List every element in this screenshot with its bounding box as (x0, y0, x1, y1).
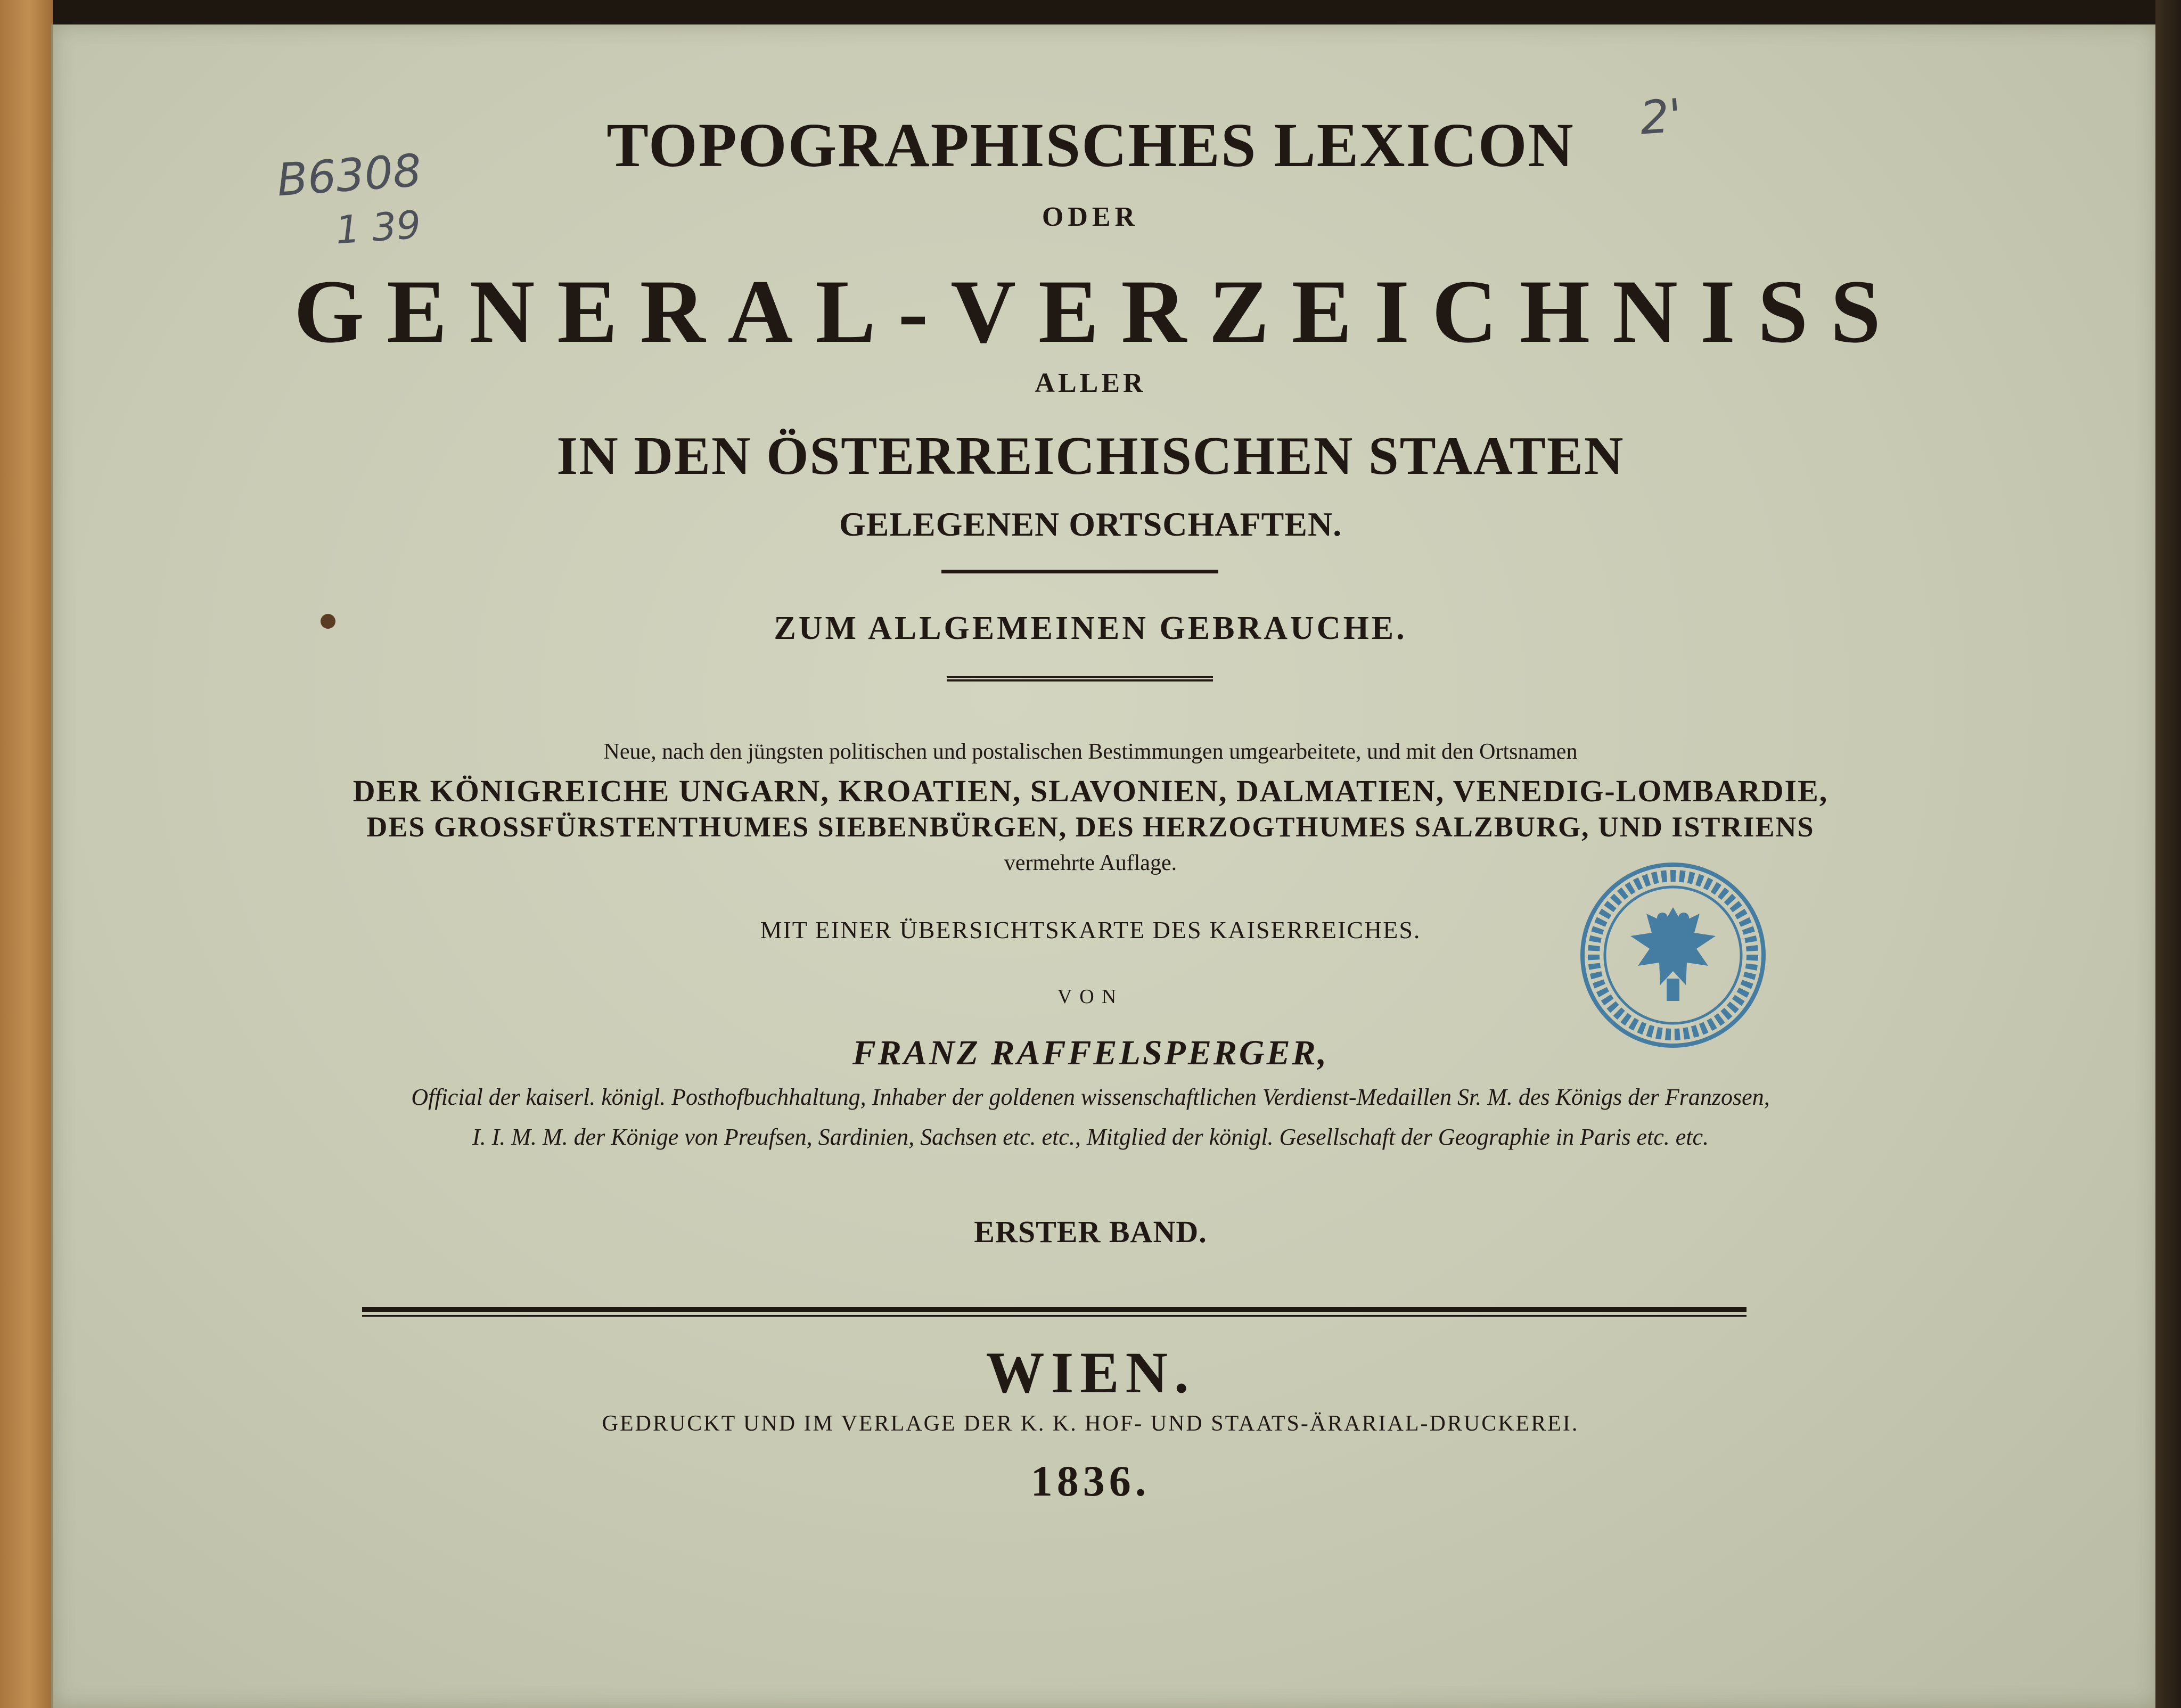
title-line-5: IN DEN ÖSTERREICHISCHEN STAATEN (556, 426, 1625, 486)
description-line-4: vermehrte Auflage. (1004, 851, 1177, 875)
by-label: VON (1057, 986, 1124, 1008)
main-title: GENERAL-VERZEICHNISS (293, 261, 1904, 362)
double-divider-rule (947, 676, 1213, 681)
imprint-city: WIEN. (986, 1340, 1195, 1405)
map-note: MIT EINER ÜBERSICHTSKARTE DES KAISERREICHES. (760, 916, 1421, 943)
title-line-6: GELEGENEN ORTSCHAFTEN. (839, 505, 1342, 543)
volume-label: ERSTER BAND. (974, 1214, 1207, 1249)
heavy-rule (362, 1307, 1747, 1312)
imprint-year: 1836. (1030, 1457, 1151, 1505)
heavy-rule-thin (362, 1315, 1747, 1317)
title-line-1: TOPOGRAPHISCHES LEXICON (606, 110, 1575, 180)
title-line-2: ODER (1042, 202, 1139, 232)
description-line-3: DES GROSSFÜRSTENTHUMES SIEBENBÜRGEN, DES HERZOGTHUMES SALZBURG, UND ISTRIENS (366, 811, 1815, 843)
handwritten-shelfmark: B6308 (275, 144, 423, 207)
handwritten-volume-mark: 1 39 (334, 202, 423, 253)
imprint-publisher: GEDRUCKT UND IM VERLAGE DER K. K. HOF- UND STAATS-ÄRARIAL-DRUCKEREI. (602, 1411, 1579, 1436)
description-line-2: DER KÖNIGREICHE UNGARN, KROATIEN, SLAVONIEN, DALMATIEN, VENEDIG-LOMBARDIE, (352, 774, 1829, 808)
author-titles-line-2: I. I. M. M. der Könige von Preufsen, Sardinien, Sachsen etc. etc., Mitglied der königl. Gesellschaft der Geographie in Paris etc. etc. (472, 1124, 1709, 1150)
author-titles-line-1: Official der kaiserl. königl. Posthofbuchhaltung, Inhaber der goldenen wissenschaftlichen Verdienst-Medaillen Sr. M. des Königs der Franzosen, (411, 1084, 1770, 1110)
subtitle: ZUM ALLGEMEINEN GEBRAUCHE. (774, 610, 1407, 646)
library-stamp-icon (1576, 858, 1770, 1052)
title-line-4: ALLER (1035, 368, 1146, 398)
description-line-1: Neue, nach den jüngsten politischen und postalischen Bestimmungen umgearbeitete, und mit den Ortsnamen (603, 740, 1578, 764)
handwritten-corner-mark: 2' (1638, 89, 1684, 145)
divider-rule (941, 570, 1218, 573)
author-name: FRANZ RAFFELSPERGER, (852, 1033, 1329, 1072)
